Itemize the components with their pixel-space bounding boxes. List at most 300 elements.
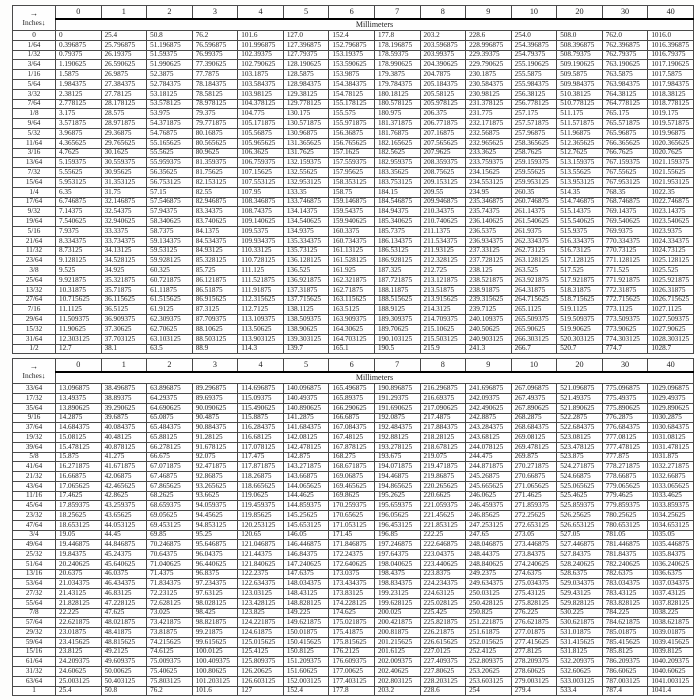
- mm-value-cell: 136.128125: [283, 256, 329, 266]
- mm-value-cell: 1017.984375: [648, 79, 694, 89]
- mm-value-cell: 140.49375: [283, 394, 329, 404]
- table-row: [13, 423, 694, 433]
- mm-value-cell: 509.5875: [557, 70, 603, 80]
- mm-value-cell: 764.38125: [602, 89, 648, 99]
- mm-value-cell: 51.990625: [147, 60, 193, 70]
- mm-value-cell: 228.6: [420, 686, 466, 696]
- mm-value-cell: 11.90625: [56, 324, 102, 334]
- mm-value-cell: 119.459375: [238, 501, 284, 511]
- table-row: [13, 275, 694, 285]
- mm-value-cell: 55.959375: [147, 158, 193, 168]
- mm-value-cell: 531.01875: [557, 628, 603, 638]
- mm-value-cell: 40.48125: [101, 433, 147, 443]
- mm-value-cell: 56.35625: [147, 168, 193, 178]
- mm-value-cell: 265.509375: [511, 315, 557, 325]
- mm-value-cell: 517.128125: [557, 256, 603, 266]
- mm-value-cell: 1037.828125: [648, 598, 694, 608]
- mm-value-cell: 223.04375: [420, 550, 466, 560]
- mm-value-cell: 132.953125: [283, 177, 329, 187]
- mm-value-cell: 186.134375: [374, 236, 420, 246]
- mm-value-cell: 94.45625: [192, 511, 238, 521]
- mm-value-cell: 781.446875: [602, 540, 648, 550]
- table-row: [13, 472, 694, 482]
- mm-value-cell: 1031.478125: [648, 442, 694, 452]
- mm-value-cell: 91.678125: [192, 442, 238, 452]
- table-row: [13, 637, 694, 647]
- column-header-inches: 7: [374, 359, 420, 373]
- mm-value-cell: 1020.365625: [648, 138, 694, 148]
- table-row: [13, 618, 694, 628]
- mm-value-cell: 242.8875: [466, 413, 512, 423]
- mm-value-cell: 227.409375: [420, 657, 466, 667]
- mm-value-cell: 1026.31875: [648, 285, 694, 295]
- mm-value-cell: 230.584375: [466, 79, 512, 89]
- mm-value-cell: 1030.2875: [648, 413, 694, 423]
- mm-value-cell: 268.684375: [511, 423, 557, 433]
- row-label-inch-fraction: 13/32: [13, 285, 56, 295]
- mm-value-cell: 96.440625: [192, 559, 238, 569]
- mm-value-cell: 76.2: [147, 686, 193, 696]
- mm-value-cell: 774.303125: [602, 334, 648, 344]
- mm-value-cell: 515.540625: [557, 217, 603, 227]
- mm-value-cell: 107.15625: [238, 168, 284, 178]
- mm-value-cell: 127.79375: [283, 50, 329, 60]
- mm-value-cell: 26.590625: [101, 60, 147, 70]
- mm-value-cell: 234.95: [466, 187, 512, 197]
- mm-value-cell: 156.765625: [329, 138, 375, 148]
- mm-value-cell: 119.85625: [238, 511, 284, 521]
- mm-value-cell: 188.11875: [374, 285, 420, 295]
- mm-value-cell: 113.50625: [238, 324, 284, 334]
- mm-value-cell: 36.909375: [101, 315, 147, 325]
- mm-value-cell: 255.5875: [511, 70, 557, 80]
- mm-value-cell: 219.86875: [420, 472, 466, 482]
- mm-value-cell: 92.471875: [192, 462, 238, 472]
- mm-value-cell: 774.7: [602, 344, 648, 354]
- mm-value-cell: 140.890625: [283, 403, 329, 413]
- mm-value-cell: 257.96875: [511, 128, 557, 138]
- mm-value-cell: 199.628125: [374, 598, 420, 608]
- mm-value-cell: 3.96875: [56, 128, 102, 138]
- mm-value-cell: 67.865625: [147, 481, 193, 491]
- table-row: [13, 31, 694, 41]
- mm-value-cell: 142.08125: [283, 433, 329, 443]
- mm-value-cell: 182.165625: [374, 138, 420, 148]
- mm-value-cell: 238.521875: [466, 275, 512, 285]
- mm-value-cell: 192.88125: [374, 433, 420, 443]
- mm-value-cell: 137.715625: [283, 295, 329, 305]
- mm-value-cell: 138.1125: [283, 305, 329, 315]
- mm-value-cell: 513.159375: [557, 158, 603, 168]
- mm-value-cell: 70.246875: [147, 540, 193, 550]
- mm-value-cell: 103.584375: [238, 79, 284, 89]
- mm-value-cell: 194.865625: [374, 481, 420, 491]
- mm-value-cell: 779.065625: [602, 481, 648, 491]
- mm-value-cell: 44.846875: [101, 540, 147, 550]
- mm-value-cell: 69.453125: [147, 520, 193, 530]
- mm-value-cell: 144.859375: [283, 501, 329, 511]
- mm-value-cell: 1039.01875: [648, 628, 694, 638]
- mm-value-cell: 167.878125: [329, 442, 375, 452]
- mm-value-cell: 198.4375: [374, 569, 420, 579]
- mm-value-cell: 257.571875: [511, 119, 557, 129]
- row-label-inch-fraction: 11/32: [13, 246, 56, 256]
- mm-value-cell: 200.025: [374, 608, 420, 618]
- mm-value-cell: 519.90625: [557, 324, 603, 334]
- table-row: [13, 628, 694, 638]
- mm-value-cell: 237.33125: [466, 246, 512, 256]
- table-row: [13, 128, 694, 138]
- mm-value-cell: 184.94375: [374, 207, 420, 217]
- mm-value-cell: 1038.621875: [648, 618, 694, 628]
- mm-value-cell: 76.2: [192, 31, 238, 41]
- mm-value-cell: 29.36875: [101, 128, 147, 138]
- mm-value-cell: 68.2625: [147, 491, 193, 501]
- mm-value-cell: 47.228125: [101, 598, 147, 608]
- mm-value-cell: 2.778125: [56, 99, 102, 109]
- mm-value-cell: 510.778125: [557, 99, 603, 109]
- column-header-inches: 0: [56, 359, 102, 373]
- table-row: [13, 99, 694, 109]
- mm-value-cell: 168.671875: [329, 462, 375, 472]
- table-row: [13, 70, 694, 80]
- mm-value-cell: 35.71875: [101, 285, 147, 295]
- mm-value-cell: 514.746875: [557, 197, 603, 207]
- mm-value-cell: 88.10625: [192, 324, 238, 334]
- mm-value-cell: 517.525: [557, 266, 603, 276]
- row-label-inch-fraction: 0: [13, 31, 56, 41]
- mm-value-cell: 214.709375: [420, 315, 466, 325]
- mm-value-cell: 113.109375: [238, 315, 284, 325]
- mm-value-cell: 89.69375: [192, 394, 238, 404]
- mm-value-cell: 762.0: [602, 31, 648, 41]
- corner-header: [13, 359, 56, 384]
- mm-value-cell: 120.253125: [238, 520, 284, 530]
- mm-value-cell: 778.271875: [602, 462, 648, 472]
- mm-value-cell: 192.484375: [374, 423, 420, 433]
- mm-value-cell: 130.175: [283, 109, 329, 119]
- mm-value-cell: 264.715625: [511, 295, 557, 305]
- mm-value-cell: 1.190625: [56, 60, 102, 70]
- mm-value-cell: 277.415625: [511, 637, 557, 647]
- row-label-inch-fraction: 17/64: [13, 197, 56, 207]
- mm-value-cell: 115.490625: [238, 403, 284, 413]
- mm-value-cell: 185.7375: [374, 226, 420, 236]
- mm-value-cell: 225.028125: [420, 598, 466, 608]
- row-label-inch-fraction: 5/16: [13, 226, 56, 236]
- mm-value-cell: 772.715625: [602, 295, 648, 305]
- mm-value-cell: 28.575: [101, 109, 147, 119]
- mm-value-cell: 19.84375: [56, 550, 102, 560]
- mm-value-cell: 87.3125: [192, 305, 238, 315]
- mm-value-cell: 1024.334375: [648, 236, 694, 246]
- mm-value-cell: 38.89375: [101, 394, 147, 404]
- table-row: [13, 119, 694, 129]
- row-label-inch-fraction: 3/16: [13, 148, 56, 158]
- mm-value-cell: 258.365625: [511, 138, 557, 148]
- mm-value-cell: 183.35625: [374, 168, 420, 178]
- mm-value-cell: 265.90625: [511, 324, 557, 334]
- mm-value-cell: 232.56875: [466, 128, 512, 138]
- mm-value-cell: 244.475: [466, 452, 512, 462]
- mm-value-cell: 776.684375: [602, 423, 648, 433]
- mm-value-cell: 273.84375: [511, 550, 557, 560]
- table-row: [13, 481, 694, 491]
- mm-value-cell: 262.73125: [511, 246, 557, 256]
- mm-value-cell: 60.721875: [147, 275, 193, 285]
- mm-value-cell: 1023.14375: [648, 207, 694, 217]
- mm-value-cell: 252.015625: [466, 637, 512, 647]
- row-label-inch-fraction: 49/64: [13, 540, 56, 550]
- mm-value-cell: 9.525: [56, 266, 102, 276]
- mm-value-cell: 160.734375: [329, 236, 375, 246]
- mm-value-cell: 24.209375: [56, 657, 102, 667]
- mm-value-cell: 175.815625: [329, 637, 375, 647]
- mm-value-cell: 0.79375: [56, 50, 102, 60]
- mm-value-cell: 530.225: [557, 608, 603, 618]
- table-row: [13, 540, 694, 550]
- row-label-inch-fraction: 7/16: [13, 305, 56, 315]
- mm-value-cell: 1040.209375: [648, 657, 694, 667]
- mm-value-cell: 82.946875: [192, 197, 238, 207]
- mm-value-cell: 276.225: [511, 608, 557, 618]
- column-header-inches: 3: [192, 359, 238, 373]
- mm-value-cell: 780.25625: [602, 511, 648, 521]
- mm-value-cell: 101.203125: [192, 676, 238, 686]
- mm-value-cell: 177.8: [374, 31, 420, 41]
- mm-value-cell: 140.096875: [283, 384, 329, 394]
- mm-value-cell: 240.50625: [466, 324, 512, 334]
- mm-value-cell: 148.034375: [283, 579, 329, 589]
- mm-value-cell: 30.1625: [101, 148, 147, 158]
- mm-value-cell: 237.728125: [466, 256, 512, 266]
- mm-value-cell: 234.553125: [466, 177, 512, 187]
- row-label-inch-fraction: 3/32: [13, 89, 56, 99]
- column-header-inches: 20: [557, 6, 603, 20]
- mm-value-cell: 123.428125: [238, 598, 284, 608]
- mm-value-cell: 206.771875: [420, 119, 466, 129]
- mm-value-cell: 5.55625: [56, 168, 102, 178]
- mm-value-cell: 1032.66875: [648, 472, 694, 482]
- mm-value-cell: 33.3375: [101, 226, 147, 236]
- mm-value-cell: 763.984375: [602, 79, 648, 89]
- mm-value-cell: 109.5375: [238, 226, 284, 236]
- mm-value-cell: 154.78125: [329, 89, 375, 99]
- row-label-inch-fraction: 29/32: [13, 628, 56, 638]
- mm-value-cell: 516.73125: [557, 246, 603, 256]
- mm-value-cell: 264.31875: [511, 285, 557, 295]
- table-row: [13, 315, 694, 325]
- mm-value-cell: 273.05: [511, 530, 557, 540]
- mm-value-cell: 226.21875: [420, 628, 466, 638]
- mm-value-cell: 50.8: [147, 31, 193, 41]
- mm-value-cell: 107.95: [238, 187, 284, 197]
- mm-value-cell: 1023.540625: [648, 217, 694, 227]
- mm-value-cell: 132.159375: [283, 158, 329, 168]
- mm-value-cell: 167.48125: [329, 433, 375, 443]
- mm-value-cell: 163.5125: [329, 305, 375, 315]
- mm-value-cell: 256.38125: [511, 89, 557, 99]
- mm-value-cell: 238.125: [466, 266, 512, 276]
- mm-value-cell: 170.259375: [329, 501, 375, 511]
- mm-value-cell: 41.671875: [101, 462, 147, 472]
- mm-value-cell: 69.85: [147, 530, 193, 540]
- mm-value-cell: 125.809375: [238, 657, 284, 667]
- mm-value-cell: 1025.128125: [648, 256, 694, 266]
- mm-value-cell: 148.828125: [283, 598, 329, 608]
- mm-value-cell: 767.159375: [602, 158, 648, 168]
- mm-value-cell: 28.971875: [101, 119, 147, 129]
- mm-value-cell: 226.615625: [420, 637, 466, 647]
- mm-value-cell: 65.88125: [147, 433, 193, 443]
- mm-value-cell: 1020.7625: [648, 148, 694, 158]
- mm-value-cell: 186.928125: [374, 256, 420, 266]
- table-row: [13, 579, 694, 589]
- mm-value-cell: 255.984375: [511, 79, 557, 89]
- row-label-inch-fraction: 27/64: [13, 295, 56, 305]
- mm-value-cell: 225.425: [420, 608, 466, 618]
- mm-value-cell: 775.890625: [602, 403, 648, 413]
- mm-value-cell: 1.984375: [56, 79, 102, 89]
- mm-value-cell: 175.021875: [329, 618, 375, 628]
- mm-value-cell: 161.925: [329, 266, 375, 276]
- table-row: [13, 433, 694, 443]
- row-label-inch-fraction: 15/64: [13, 177, 56, 187]
- mm-value-cell: 123.825: [238, 608, 284, 618]
- mm-value-cell: 231.775: [466, 109, 512, 119]
- mm-value-cell: 164.30625: [329, 324, 375, 334]
- mm-value-cell: 134.14375: [283, 207, 329, 217]
- mm-value-cell: 148.43125: [283, 589, 329, 599]
- row-label-inch-fraction: 11/16: [13, 491, 56, 501]
- mm-value-cell: 766.7625: [602, 148, 648, 158]
- mm-value-cell: 111.91875: [238, 285, 284, 295]
- table-row: [13, 598, 694, 608]
- mm-value-cell: 203.596875: [420, 40, 466, 50]
- mm-value-cell: 257.175: [511, 109, 557, 119]
- mm-value-cell: 521.096875: [557, 384, 603, 394]
- mm-value-cell: 763.190625: [602, 60, 648, 70]
- mm-value-cell: 110.728125: [238, 256, 284, 266]
- mm-value-cell: 126.603125: [238, 676, 284, 686]
- mm-value-cell: 260.746875: [511, 197, 557, 207]
- mm-value-cell: 779.859375: [602, 501, 648, 511]
- mm-value-cell: 200.81875: [374, 628, 420, 638]
- mm-value-cell: 523.875: [557, 452, 603, 462]
- mm-value-cell: 236.934375: [466, 236, 512, 246]
- mm-value-cell: 227.0125: [420, 647, 466, 657]
- mm-value-cell: 204.390625: [420, 60, 466, 70]
- mm-value-cell: 15.478125: [56, 442, 102, 452]
- row-label-inch-fraction: 3/4: [13, 530, 56, 540]
- mm-value-cell: 189.70625: [374, 324, 420, 334]
- mm-value-cell: 1018.778125: [648, 99, 694, 109]
- row-label-inch-fraction: 33/64: [13, 384, 56, 394]
- mm-value-cell: 779.4625: [602, 491, 648, 501]
- mm-value-cell: 0.396875: [56, 40, 102, 50]
- mm-value-cell: 96.04375: [192, 550, 238, 560]
- mm-value-cell: 762.396875: [602, 40, 648, 50]
- mm-value-cell: 51.59375: [147, 50, 193, 60]
- mm-value-cell: 153.19375: [329, 50, 375, 60]
- mm-value-cell: 13.096875: [56, 384, 102, 394]
- mm-value-cell: 166.6875: [329, 413, 375, 423]
- mm-value-cell: 16.66875: [56, 472, 102, 482]
- mm-value-cell: 1032.271875: [648, 462, 694, 472]
- mm-value-cell: 81.75625: [192, 168, 238, 178]
- mm-value-cell: 275.034375: [511, 579, 557, 589]
- inch-to-mm-conversion-table-lower: [12, 358, 694, 696]
- row-label-inch-fraction: 1/2: [13, 344, 56, 354]
- mm-value-cell: 185.340625: [374, 217, 420, 227]
- inch-to-mm-conversion-table-upper: [12, 5, 694, 354]
- mm-value-cell: 533.003125: [557, 676, 603, 686]
- mm-value-cell: 142.875: [283, 452, 329, 462]
- mm-value-cell: 243.284375: [466, 423, 512, 433]
- column-header-inches: 8: [420, 6, 466, 20]
- mm-value-cell: 116.68125: [238, 433, 284, 443]
- mm-value-cell: 162.71875: [329, 285, 375, 295]
- mm-value-cell: 245.665625: [466, 481, 512, 491]
- mm-value-cell: 34.528125: [101, 256, 147, 266]
- mm-value-cell: 776.2875: [602, 413, 648, 423]
- mm-value-cell: 515.14375: [557, 207, 603, 217]
- mm-value-cell: 64.29375: [147, 394, 193, 404]
- row-label-inch-fraction: 21/32: [13, 472, 56, 482]
- mm-value-cell: 768.35: [602, 187, 648, 197]
- mm-value-cell: 155.178125: [329, 99, 375, 109]
- mm-value-cell: 787.003125: [602, 676, 648, 686]
- mm-value-cell: 107.553125: [238, 177, 284, 187]
- row-label-inch-fraction: 1: [13, 686, 56, 696]
- mm-value-cell: 90.884375: [192, 423, 238, 433]
- mm-value-cell: 31.353125: [101, 177, 147, 187]
- mm-value-cell: 1028.303125: [648, 334, 694, 344]
- corner-header: [13, 6, 56, 31]
- mm-value-cell: 250.825: [466, 608, 512, 618]
- column-header-inches: 9: [466, 6, 512, 20]
- table-row: [13, 89, 694, 99]
- mm-value-cell: 259.159375: [511, 158, 557, 168]
- table-row: [13, 187, 694, 197]
- mm-value-cell: 113.903125: [238, 334, 284, 344]
- row-label-inch-fraction: 3/64: [13, 60, 56, 70]
- mm-value-cell: 180.975: [374, 109, 420, 119]
- mm-value-cell: 529.828125: [557, 598, 603, 608]
- mm-value-cell: 155.971875: [329, 119, 375, 129]
- table-row: [13, 197, 694, 207]
- mm-value-cell: 196.453125: [374, 520, 420, 530]
- mm-value-cell: 244.871875: [466, 462, 512, 472]
- table-row: [13, 50, 694, 60]
- mm-value-cell: 88.503125: [192, 334, 238, 344]
- mm-value-cell: 92.86875: [192, 472, 238, 482]
- column-header-inches: 20: [557, 359, 603, 373]
- mm-value-cell: 105.965625: [238, 138, 284, 148]
- mm-value-cell: 520.7: [557, 344, 603, 354]
- mm-value-cell: 525.4625: [557, 491, 603, 501]
- mm-value-cell: 765.571875: [602, 119, 648, 129]
- mm-value-cell: 121.046875: [238, 540, 284, 550]
- mm-value-cell: 157.1625: [329, 148, 375, 158]
- mm-value-cell: 249.634375: [466, 579, 512, 589]
- mm-value-cell: 142.478125: [283, 442, 329, 452]
- table-row: [13, 462, 694, 472]
- mm-value-cell: 215.10625: [420, 324, 466, 334]
- mm-value-cell: 128.5875: [283, 70, 329, 80]
- mm-value-cell: 190.896875: [374, 384, 420, 394]
- mm-value-cell: 67.071875: [147, 462, 193, 472]
